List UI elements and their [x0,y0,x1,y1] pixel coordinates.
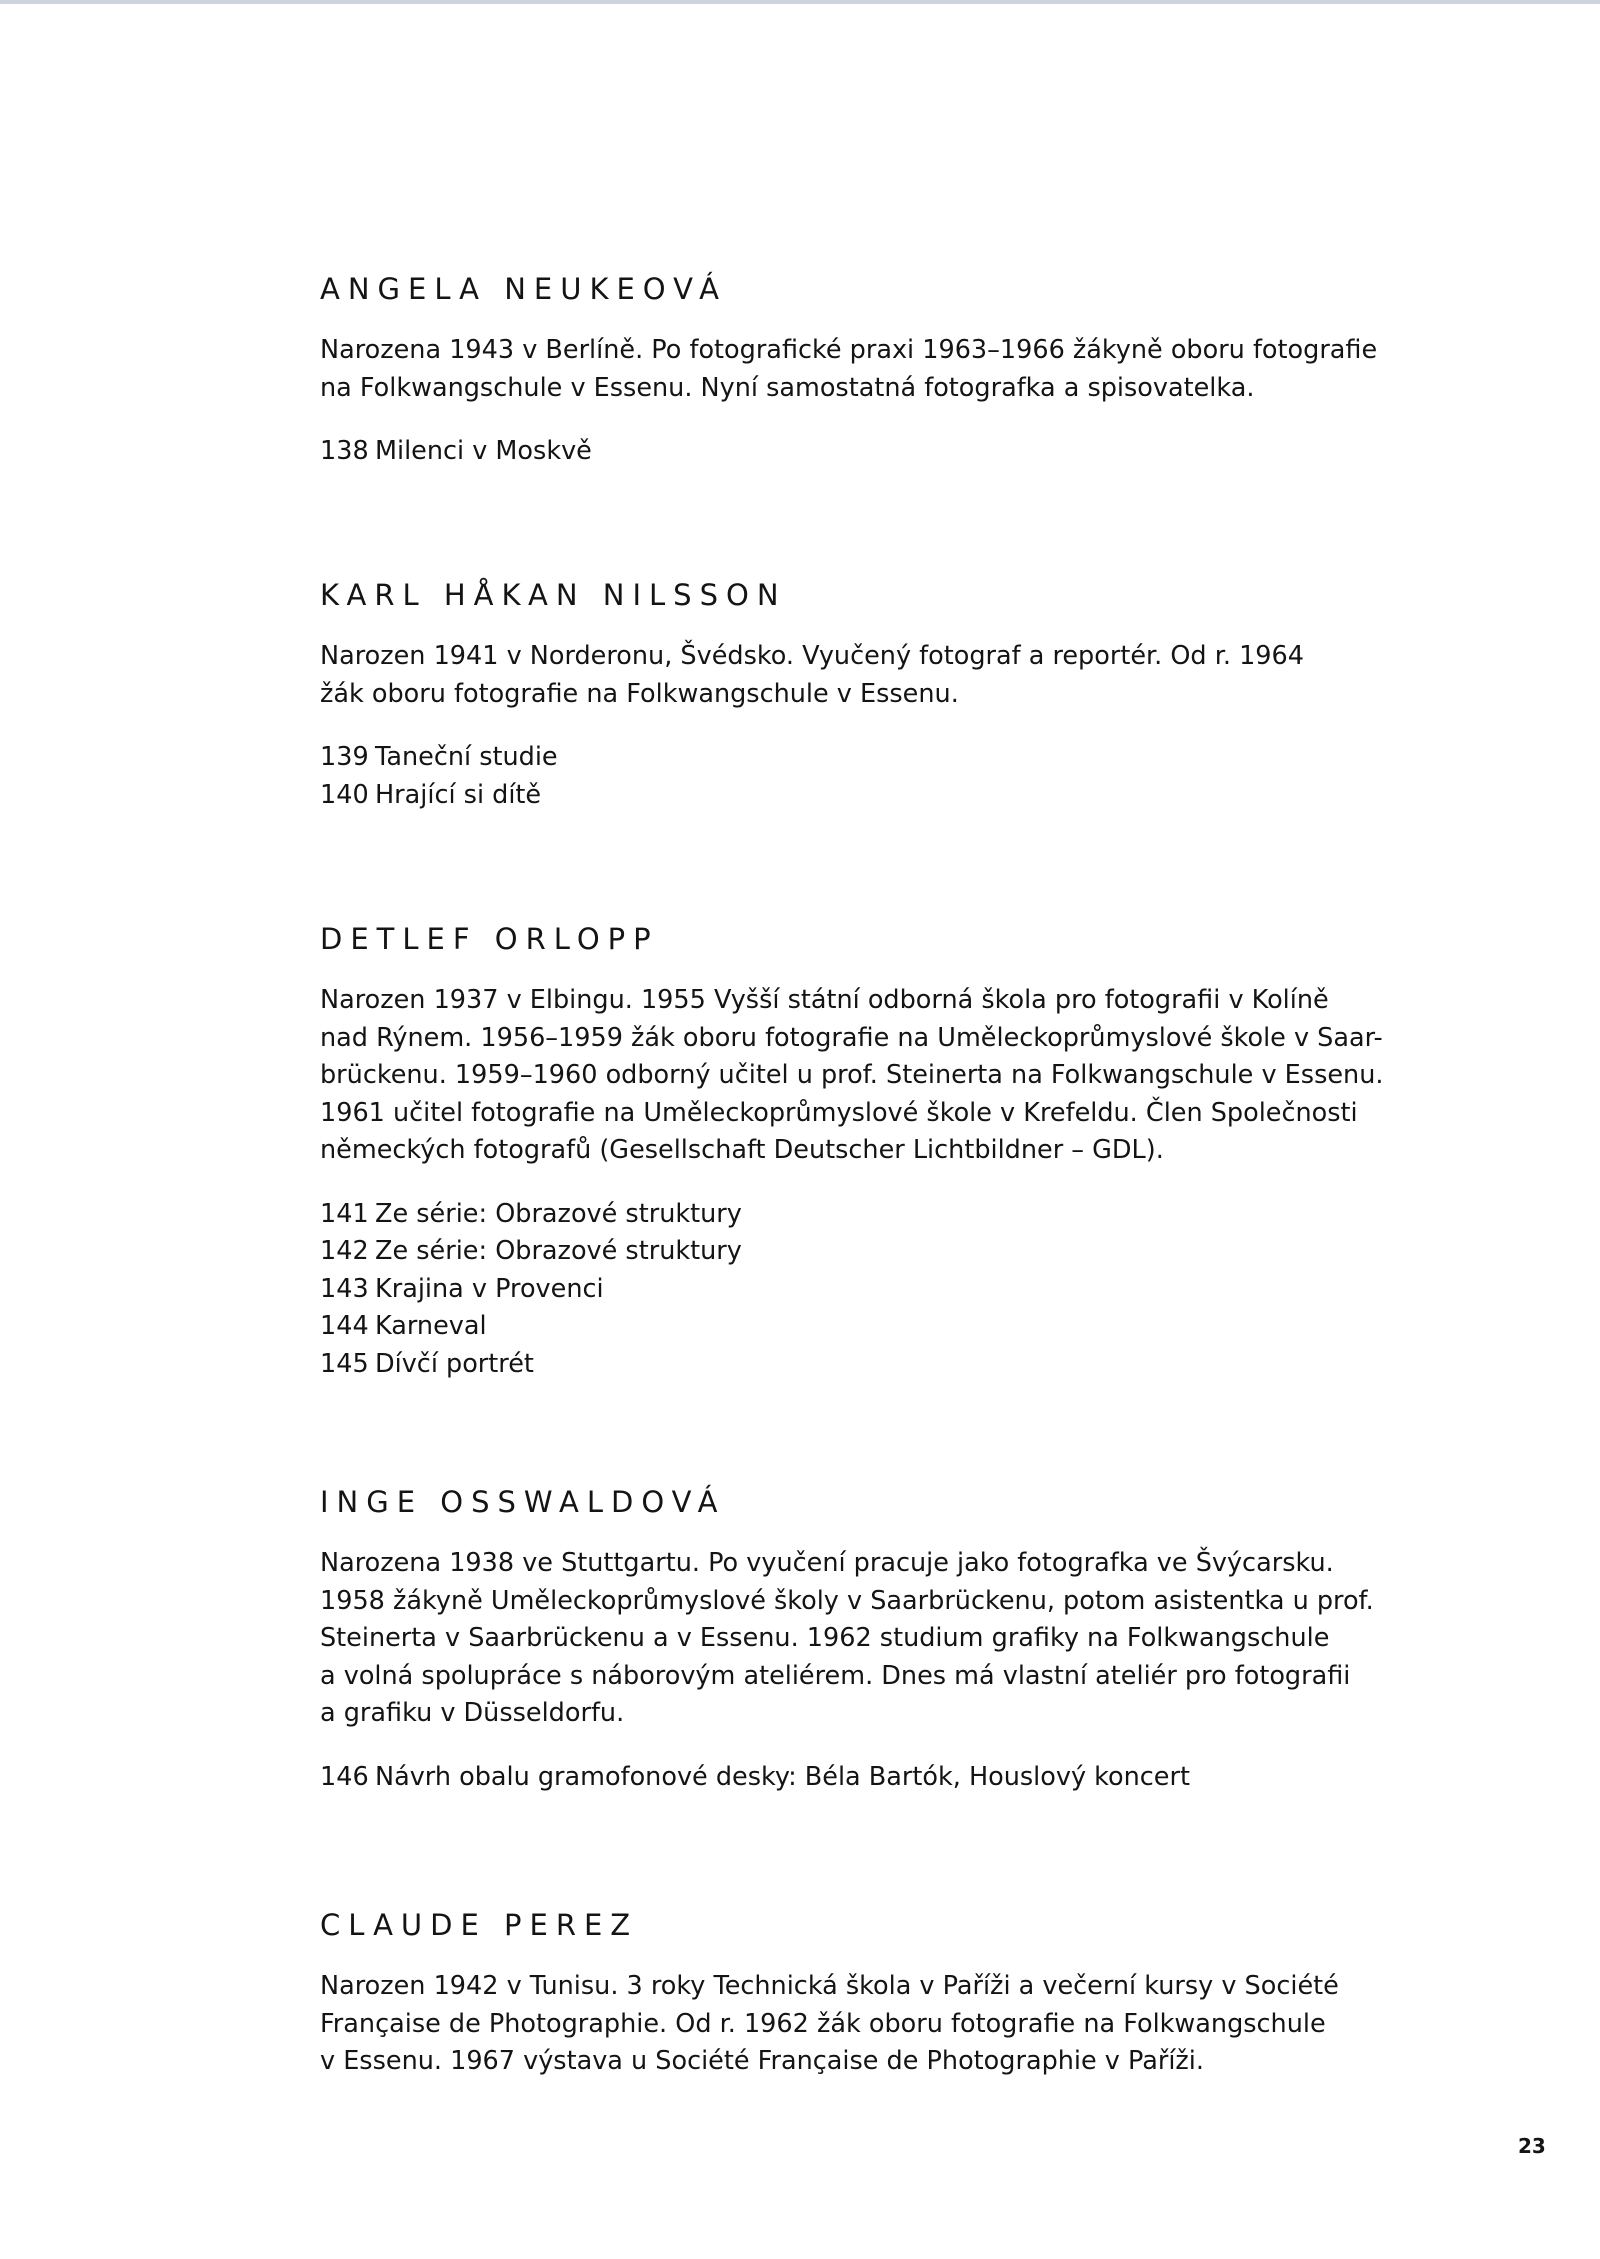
work-title: Karneval [375,1311,487,1341]
bio-line: 1961 učitel fotografie na Uměleckoprůmyslové škole v Krefeldu. Člen Společnosti [320,1097,1358,1128]
bio-line: Narozen 1942 v Tunisu. 3 roky Technická škola v Paříži a večerní kursy v Société [320,1971,1339,2001]
artist-bio [320,1545,1460,1733]
bio-line: 1958 žákyně Uměleckoprůmyslové školy v Saarbrückenu, potom asistentka u prof. [320,1585,1374,1616]
work-item [320,433,1460,471]
bio-line: Narozena 1938 ve Stuttgartu. Po vyučení pracuje jako fotografka ve Švýcarsku. [320,1548,1334,1578]
artist-entry-orlopp [320,922,1460,1383]
work-title: Dívčí portrét [375,1348,534,1379]
bio-line: a volná spolupráce s náborovým ateliérem. Dnes má vlastní ateliér pro fotografii [320,1660,1351,1691]
work-number: 139 [320,742,369,772]
work-number: 144 [320,1311,369,1341]
artist-entry-nilsson [320,578,1460,814]
work-title: Taneční studie [375,742,558,772]
artist-name: INGE OSSWALDOVÁ [320,1485,726,1519]
work-item [320,777,1460,815]
page-top-edge [0,0,1600,4]
artist-entry-osswaldova [320,1485,1460,1796]
bio-line: na Folkwangschule v Essenu. Nyní samostatná fotografka a spisovatelka. [320,372,1255,403]
work-item [320,1271,1460,1309]
bio-line: žák oboru fotografie na Folkwangschule v Essenu. [320,678,959,709]
bio-line: Narozen 1941 v Norderonu, Švédsko. Vyučený fotograf a reportér. Od r. 1964 [320,641,1304,671]
artist-name: ANGELA NEUKEOVÁ [320,272,727,306]
work-title: Milenci v Moskvě [375,436,592,466]
works-list [320,1196,1460,1384]
work-number: 143 [320,1273,369,1304]
page-number: 23 [1518,2134,1546,2158]
works-list [320,1759,1460,1797]
bio-line: Française de Photographie. Od r. 1962 žák oboru fotografie na Folkwangschule [320,2008,1326,2039]
works-list [320,739,1460,814]
bio-line: Narozena 1943 v Berlíně. Po fotografické praxi 1963–1966 žákyně oboru fotografie [320,335,1378,365]
work-item [320,1759,1460,1797]
work-item [320,1346,1460,1384]
work-title: Ze série: Obrazové struktury [375,1198,742,1229]
artist-entry-neukeova [320,272,1460,471]
bio-line: nad Rýnem. 1956–1959 žák oboru fotografie na Uměleckoprůmyslové škole v Saar- [320,1022,1383,1053]
work-item [320,1196,1460,1234]
bio-line: Steinerta v Saarbrückenu a v Essenu. 1962 studium grafiky na Folkwangschule [320,1623,1330,1653]
work-number: 140 [320,779,369,810]
work-number: 138 [320,436,369,466]
artist-entry-perez [320,1908,1460,2081]
artist-name: KARL HÅKAN NILSSON [320,578,787,612]
artist-bio [320,1968,1460,2081]
work-title: Krajina v Provenci [375,1273,604,1304]
work-number: 145 [320,1348,369,1379]
artist-bio [320,638,1460,713]
work-number: 141 [320,1198,369,1229]
work-item [320,1233,1460,1271]
work-number: 142 [320,1236,369,1266]
work-item [320,739,1460,777]
work-title: Návrh obalu gramofonové desky: Béla Bartók, Houslový koncert [375,1761,1190,1792]
bio-line: Narozen 1937 v Elbingu. 1955 Vyšší státní odborná škola pro fotografii v Kolíně [320,985,1329,1015]
work-item [320,1308,1460,1346]
work-number: 146 [320,1761,369,1792]
works-list [320,433,1460,471]
artist-name: CLAUDE PEREZ [320,1908,639,1942]
bio-line: německých fotografů (Gesellschaft Deutscher Lichtbildner – GDL). [320,1135,1164,1165]
artist-bio [320,332,1460,407]
artist-bio [320,982,1460,1170]
artist-name: DETLEF ORLOPP [320,922,659,956]
work-title: Ze série: Obrazové struktury [375,1236,742,1266]
work-title: Hrající si dítě [375,779,542,810]
bio-line: a grafiku v Düsseldorfu. [320,1698,625,1728]
bio-line: brückenu. 1959–1960 odborný učitel u prof. Steinerta na Folkwangschule v Essenu. [320,1060,1384,1090]
bio-line: v Essenu. 1967 výstava u Société Française de Photographie v Paříži. [320,2046,1204,2076]
